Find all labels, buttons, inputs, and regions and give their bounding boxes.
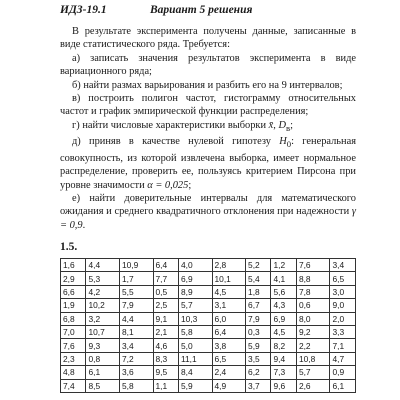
table-cell: 4,4 bbox=[86, 259, 120, 272]
table-cell: 6,0 bbox=[212, 312, 246, 325]
table-cell: 5,9 bbox=[178, 379, 212, 392]
table-cell: 7,0 bbox=[61, 325, 86, 338]
table-cell: 9,3 bbox=[86, 339, 120, 352]
table-cell: 5,7 bbox=[296, 366, 330, 379]
table-cell: 7,9 bbox=[119, 299, 153, 312]
table-cell: 6,5 bbox=[212, 352, 246, 365]
task-item-f bbox=[60, 192, 356, 232]
table-cell: 7,2 bbox=[119, 352, 153, 365]
table-row bbox=[61, 352, 356, 365]
task-item-a: а) записать значения результатов эксперимента в виде вариационного ряда; bbox=[60, 52, 356, 78]
table-cell: 8,3 bbox=[153, 352, 178, 365]
table-cell: 6,9 bbox=[178, 272, 212, 285]
table-cell: 3,0 bbox=[330, 285, 356, 298]
confidence-level: γ = 0,9 bbox=[60, 206, 356, 231]
data-table bbox=[60, 258, 356, 393]
table-cell: 7,7 bbox=[153, 272, 178, 285]
table-row bbox=[61, 366, 356, 379]
task-item-e-end: ; bbox=[188, 179, 192, 191]
table-cell: 10,8 bbox=[296, 352, 330, 365]
table-cell: 2,1 bbox=[153, 325, 178, 338]
table-cell: 5,9 bbox=[246, 339, 271, 352]
table-cell: 4,9 bbox=[212, 379, 246, 392]
table-cell: 5,8 bbox=[119, 379, 153, 392]
table-cell: 6,7 bbox=[246, 299, 271, 312]
table-cell: 11,1 bbox=[178, 352, 212, 365]
assignment-code: ИДЗ-19.1 bbox=[60, 4, 107, 16]
task-item-b: б) найти размах варьирования и разбить его на 9 интервалов; bbox=[72, 79, 343, 91]
table-cell: 3,3 bbox=[330, 325, 356, 338]
table-cell: 7,1 bbox=[330, 339, 356, 352]
table-cell: 5,6 bbox=[271, 285, 296, 298]
table-cell: 2,6 bbox=[296, 379, 330, 392]
table-cell: 5,7 bbox=[178, 299, 212, 312]
table-cell: 8,8 bbox=[296, 272, 330, 285]
table-cell: 7,6 bbox=[61, 339, 86, 352]
table-cell: 8,4 bbox=[178, 366, 212, 379]
sample-variance-symbol: D bbox=[278, 119, 286, 131]
table-cell: 7,9 bbox=[246, 312, 271, 325]
table-cell: 2,9 bbox=[61, 272, 86, 285]
table-cell: 9,2 bbox=[296, 325, 330, 338]
task-item-f-text: е) найти доверительные интервалы для математического ожидания и среднего квадратичного отклонения при надежности bbox=[60, 193, 356, 218]
table-cell: 1,9 bbox=[61, 299, 86, 312]
table-cell: 2,8 bbox=[212, 259, 246, 272]
table-cell: 6,2 bbox=[246, 366, 271, 379]
table-cell: 5,0 bbox=[178, 339, 212, 352]
table-cell: 2,4 bbox=[212, 366, 246, 379]
table-cell: 4,0 bbox=[178, 259, 212, 272]
table-cell: 2,3 bbox=[61, 352, 86, 365]
table-row bbox=[61, 379, 356, 392]
sample-variance-subscript: в bbox=[285, 122, 291, 133]
table-cell: 10,3 bbox=[178, 312, 212, 325]
table-row bbox=[61, 325, 356, 338]
table-cell: 6,4 bbox=[153, 259, 178, 272]
table-cell: 6,9 bbox=[271, 312, 296, 325]
table-cell: 1,6 bbox=[61, 259, 86, 272]
table-cell: 4,8 bbox=[61, 366, 86, 379]
table-cell: 2,0 bbox=[330, 312, 356, 325]
variant-title: Вариант 5 решения bbox=[150, 4, 253, 16]
table-cell: 1,1 bbox=[153, 379, 178, 392]
table-row bbox=[61, 285, 356, 298]
task-item-e-text1: д) приняв в качестве нулевой гипотезу bbox=[72, 136, 271, 148]
table-cell: 5,8 bbox=[178, 325, 212, 338]
table-cell: 4,1 bbox=[271, 272, 296, 285]
table-cell: 3,7 bbox=[246, 379, 271, 392]
null-hypothesis-subscript: 0 bbox=[286, 139, 292, 150]
table-row bbox=[61, 259, 356, 272]
table-cell: 1,2 bbox=[271, 259, 296, 272]
table-cell: 10,9 bbox=[119, 259, 153, 272]
table-row bbox=[61, 339, 356, 352]
table-cell: 8,0 bbox=[296, 312, 330, 325]
table-cell: 4,5 bbox=[271, 325, 296, 338]
table-cell: 3,8 bbox=[212, 339, 246, 352]
table-cell: 6,1 bbox=[86, 366, 120, 379]
task-item-d bbox=[60, 119, 356, 135]
table-cell: 7,3 bbox=[271, 366, 296, 379]
table-cell: 9,4 bbox=[271, 352, 296, 365]
table-cell: 0,3 bbox=[246, 325, 271, 338]
task-item-c: в) построить полигон частот, гистограмму относительных частот и график эмпирической функции распределения; bbox=[60, 93, 356, 118]
table-cell: 8,2 bbox=[271, 339, 296, 352]
table-cell: 0,9 bbox=[330, 366, 356, 379]
table-cell: 6,5 bbox=[330, 272, 356, 285]
table-cell: 5,4 bbox=[246, 272, 271, 285]
table-cell: 8,9 bbox=[178, 285, 212, 298]
table-cell: 8,1 bbox=[119, 325, 153, 338]
document-header bbox=[60, 4, 253, 16]
table-cell: 10,2 bbox=[86, 299, 120, 312]
table-cell: 3,6 bbox=[119, 366, 153, 379]
table-row bbox=[61, 312, 356, 325]
table-cell: 10,1 bbox=[212, 272, 246, 285]
table-cell: 5,3 bbox=[86, 272, 120, 285]
table-cell: 4,7 bbox=[330, 352, 356, 365]
significance-level: α = 0,025 bbox=[147, 179, 189, 191]
table-cell: 9,0 bbox=[330, 299, 356, 312]
task-statement bbox=[60, 25, 356, 232]
table-cell: 7,8 bbox=[296, 285, 330, 298]
table-cell: 9,1 bbox=[153, 312, 178, 325]
table-cell: 4,4 bbox=[119, 312, 153, 325]
table-cell: 3,5 bbox=[246, 352, 271, 365]
table-row bbox=[61, 299, 356, 312]
table-cell: 0,5 bbox=[153, 285, 178, 298]
table-cell: 7,4 bbox=[61, 379, 86, 392]
task-item-d-sep: , bbox=[273, 119, 279, 131]
task-item-d-text: г) найти числовые характеристики выборки bbox=[72, 119, 267, 131]
table-cell: 6,6 bbox=[61, 285, 86, 298]
table-cell: 0,8 bbox=[86, 352, 120, 365]
table-cell: 1,8 bbox=[246, 285, 271, 298]
table-cell: 2,2 bbox=[296, 339, 330, 352]
problem-number: 1.5. bbox=[60, 241, 78, 253]
table-cell: 3,4 bbox=[330, 259, 356, 272]
table-cell: 10,7 bbox=[86, 325, 120, 338]
null-hypothesis-symbol: H bbox=[279, 136, 287, 148]
table-row bbox=[61, 272, 356, 285]
table-cell: 4,2 bbox=[86, 285, 120, 298]
table-cell: 9,5 bbox=[153, 366, 178, 379]
table-cell: 1,7 bbox=[119, 272, 153, 285]
table-cell: 3,1 bbox=[212, 299, 246, 312]
table-cell: 0,6 bbox=[296, 299, 330, 312]
table-cell: 6,4 bbox=[212, 325, 246, 338]
table-cell: 6,1 bbox=[330, 379, 356, 392]
task-item-d-end: ; bbox=[290, 119, 293, 131]
table-cell: 2,5 bbox=[153, 299, 178, 312]
table-cell: 6,8 bbox=[61, 312, 86, 325]
task-item-f-end: . bbox=[82, 219, 86, 231]
task-item-e bbox=[60, 135, 356, 192]
table-cell: 9,6 bbox=[271, 379, 296, 392]
table-cell: 4,5 bbox=[212, 285, 246, 298]
table-cell: 5,2 bbox=[246, 259, 271, 272]
table-cell: 8,5 bbox=[86, 379, 120, 392]
table-cell: 5,5 bbox=[119, 285, 153, 298]
table-cell: 4,6 bbox=[153, 339, 178, 352]
table-cell: 4,3 bbox=[271, 299, 296, 312]
table-cell: 3,2 bbox=[86, 312, 120, 325]
table-cell: 3,4 bbox=[119, 339, 153, 352]
task-item-e-text2: : генеральная совокупность, из которой извлечена выборка, имеет нормальное распределение, проверить ее, пользуясь критерием Пирсона при уровне значимости bbox=[60, 136, 356, 191]
task-intro: В результате эксперимента получены данные, записанные в виде статистического ряда. Требуется: bbox=[60, 26, 356, 51]
sample-mean-symbol: x̄ bbox=[268, 119, 274, 131]
table-cell: 7,6 bbox=[296, 259, 330, 272]
